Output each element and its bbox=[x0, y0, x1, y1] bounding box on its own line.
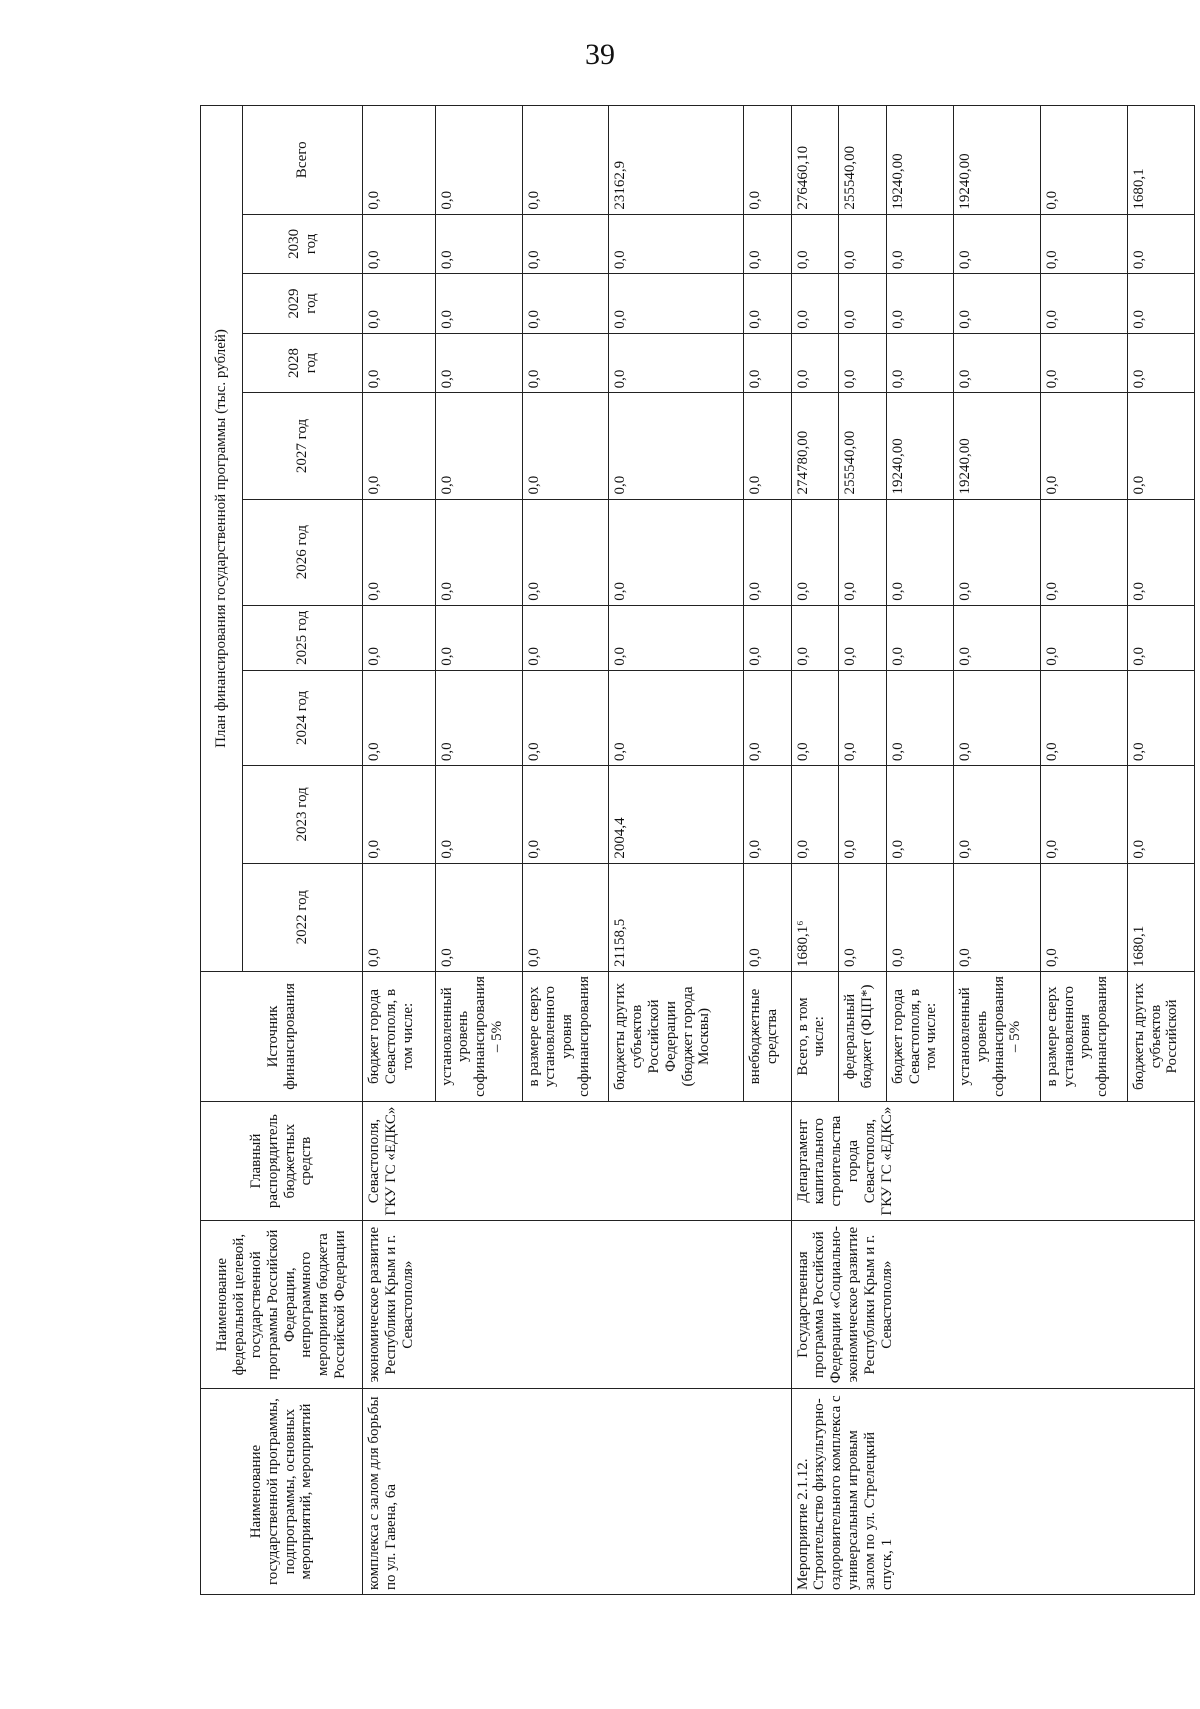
value-cell: 0,0 bbox=[953, 214, 1040, 274]
federal-program-cell: Государственная программа Российской Федерации «Социально-экономическое развитие Республики Крым и г. Севастополя» bbox=[791, 1221, 1194, 1389]
header-year: 2024 год bbox=[243, 670, 363, 765]
total-cell: 255540,00 bbox=[839, 106, 887, 215]
funding-source-cell: бюджет города Севастополя, в том числе: bbox=[886, 971, 953, 1101]
value-cell: 0,0 bbox=[363, 670, 436, 765]
value-cell: 0,0 bbox=[839, 214, 887, 274]
value-cell: 0,0 bbox=[1040, 274, 1127, 334]
value-cell: 0,0 bbox=[435, 333, 522, 393]
header-year: 2023 год bbox=[243, 766, 363, 864]
value-cell: 0,0 bbox=[839, 670, 887, 765]
value-cell: 0,0 bbox=[744, 766, 792, 864]
value-cell: 0,0 bbox=[839, 499, 887, 605]
funding-source-cell: бюджеты других субъектов Российской Федерации (бюджет города Москвы) bbox=[609, 971, 744, 1101]
value-cell: 2004,4 bbox=[609, 766, 744, 864]
total-cell: 1680,1 bbox=[1127, 106, 1194, 215]
value-cell: 0,0 bbox=[1127, 499, 1194, 605]
total-cell: 0,0 bbox=[1040, 106, 1127, 215]
value-cell: 0,0 bbox=[886, 499, 953, 605]
funding-source-cell: в размере сверх установленного уровня софинансирования bbox=[522, 971, 609, 1101]
value-cell: 0,0 bbox=[953, 766, 1040, 864]
value-cell: 0,0 bbox=[609, 333, 744, 393]
total-cell: 0,0 bbox=[435, 106, 522, 215]
value-cell: 0,0 bbox=[1040, 333, 1127, 393]
budget-manager-cell: Департамент капитального строительства города Севастополя, ГКУ ГС «ЕДКС» bbox=[791, 1101, 1194, 1220]
value-cell: 0,0 bbox=[886, 214, 953, 274]
value-cell: 0,0 bbox=[522, 670, 609, 765]
value-cell: 0,0 bbox=[522, 605, 609, 670]
funding-source-cell: Всего, в том числе: bbox=[791, 971, 839, 1101]
value-cell: 0,0 bbox=[609, 393, 744, 499]
value-cell: 0,0 bbox=[609, 605, 744, 670]
funding-source-cell: в размере сверх установленного уровня софинансирования bbox=[1040, 971, 1127, 1101]
value-cell: 0,0 bbox=[609, 670, 744, 765]
value-cell: 0,0 bbox=[744, 393, 792, 499]
header-year: 2027 год bbox=[243, 393, 363, 499]
header-program-name: Наименование государственной программы, подпрограммы, основных мероприятий, мероприятий bbox=[201, 1389, 363, 1595]
value-cell: 0,0 bbox=[435, 766, 522, 864]
value-cell: 0,0 bbox=[609, 499, 744, 605]
value-cell: 0,0 bbox=[839, 863, 887, 971]
value-cell: 0,0 bbox=[839, 605, 887, 670]
value-cell: 0,0 bbox=[744, 333, 792, 393]
total-cell: 0,0 bbox=[744, 106, 792, 215]
value-cell: 0,0 bbox=[744, 214, 792, 274]
value-cell: 0,0 bbox=[886, 863, 953, 971]
header-budget-manager: Главный распорядитель бюджетных средств bbox=[201, 1101, 363, 1220]
value-cell: 0,0 bbox=[791, 766, 839, 864]
value-cell: 0,0 bbox=[886, 670, 953, 765]
value-cell: 255540,00 bbox=[839, 393, 887, 499]
total-cell: 0,0 bbox=[522, 106, 609, 215]
program-name-cell: Мероприятие 2.1.12. Строительство физкультурно-оздоровительного комплекса с универсальным игровым залом по ул. Стрелецкий спуск, 1 bbox=[791, 1389, 1194, 1595]
total-cell: 0,0 bbox=[363, 106, 436, 215]
value-cell: 1680,1 bbox=[1127, 863, 1194, 971]
value-cell: 0,0 bbox=[1040, 393, 1127, 499]
funding-source-cell: внебюджетные средства bbox=[744, 971, 792, 1101]
value-cell: 0,0 bbox=[886, 274, 953, 334]
total-cell: 19240,00 bbox=[886, 106, 953, 215]
value-cell: 0,0 bbox=[744, 863, 792, 971]
value-cell: 274780,00 bbox=[791, 393, 839, 499]
header-total: Всего bbox=[243, 106, 363, 215]
value-cell: 0,0 bbox=[522, 863, 609, 971]
value-cell: 0,0 bbox=[839, 274, 887, 334]
value-cell: 0,0 bbox=[1127, 393, 1194, 499]
value-cell: 0,0 bbox=[522, 766, 609, 864]
value-cell: 0,0 bbox=[744, 499, 792, 605]
header-plan-title: План финансирования государственной программы (тыс. рублей) bbox=[201, 106, 243, 972]
value-cell: 0,0 bbox=[609, 214, 744, 274]
value-cell: 19240,00 bbox=[953, 393, 1040, 499]
value-cell: 0,0 bbox=[609, 274, 744, 334]
budget-manager-cell: Севастополя, ГКУ ГС «ЕДКС» bbox=[363, 1101, 792, 1220]
funding-source-cell: бюджеты других субъектов Российской bbox=[1127, 971, 1194, 1101]
federal-program-cell: экономическое развитие Республики Крым и г. Севастополя» bbox=[363, 1221, 792, 1389]
value-cell: 0,0 bbox=[363, 605, 436, 670]
value-cell: 0,0 bbox=[522, 499, 609, 605]
total-cell: 23162,9 bbox=[609, 106, 744, 215]
value-cell: 0,0 bbox=[791, 333, 839, 393]
value-cell: 0,0 bbox=[435, 670, 522, 765]
funding-source-cell: бюджет города Севастополя, в том числе: bbox=[363, 971, 436, 1101]
value-cell: 0,0 bbox=[1127, 766, 1194, 864]
value-cell: 0,0 bbox=[839, 766, 887, 864]
value-cell: 0,0 bbox=[1127, 274, 1194, 334]
value-cell: 0,0 bbox=[1127, 214, 1194, 274]
value-cell: 0,0 bbox=[1040, 863, 1127, 971]
header-year: 2026 год bbox=[243, 499, 363, 605]
value-cell: 0,0 bbox=[886, 766, 953, 864]
value-cell: 0,0 bbox=[435, 605, 522, 670]
value-cell: 0,0 bbox=[744, 670, 792, 765]
value-cell: 0,0 bbox=[363, 766, 436, 864]
value-cell: 21158,5 bbox=[609, 863, 744, 971]
value-cell: 0,0 bbox=[363, 393, 436, 499]
program-name-cell: комплекса с залом для борьбы по ул. Гавена, 6а bbox=[363, 1389, 792, 1595]
value-cell: 0,0 bbox=[886, 333, 953, 393]
value-cell: 0,0 bbox=[953, 605, 1040, 670]
header-funding-source: Источник финансирования bbox=[201, 971, 363, 1101]
value-cell: 0,0 bbox=[1127, 605, 1194, 670]
value-cell: 0,0 bbox=[953, 274, 1040, 334]
value-cell: 0,0 bbox=[1127, 333, 1194, 393]
value-cell: 0,0 bbox=[791, 274, 839, 334]
value-cell: 0,0 bbox=[744, 605, 792, 670]
value-cell: 0,0 bbox=[886, 605, 953, 670]
value-cell: 0,0 bbox=[363, 333, 436, 393]
header-year: 2022 год bbox=[243, 863, 363, 971]
value-cell: 0,0 bbox=[791, 499, 839, 605]
total-cell: 19240,00 bbox=[953, 106, 1040, 215]
table-row bbox=[791, 106, 839, 1595]
value-cell: 0,0 bbox=[435, 863, 522, 971]
value-cell: 0,0 bbox=[1040, 214, 1127, 274]
page-number: 39 bbox=[585, 38, 615, 71]
value-cell: 0,0 bbox=[522, 393, 609, 499]
value-cell: 0,0 bbox=[435, 274, 522, 334]
value-cell: 0,0 bbox=[839, 333, 887, 393]
funding-source-cell: установленный уровень софинансирования – 5% bbox=[435, 971, 522, 1101]
value-cell: 1680,1⁶ bbox=[791, 863, 839, 971]
value-cell: 0,0 bbox=[1040, 670, 1127, 765]
value-cell: 19240,00 bbox=[886, 393, 953, 499]
value-cell: 0,0 bbox=[522, 333, 609, 393]
value-cell: 0,0 bbox=[953, 333, 1040, 393]
value-cell: 0,0 bbox=[522, 214, 609, 274]
value-cell: 0,0 bbox=[1040, 605, 1127, 670]
value-cell: 0,0 bbox=[1127, 670, 1194, 765]
table-row bbox=[363, 106, 436, 1595]
value-cell: 0,0 bbox=[791, 670, 839, 765]
value-cell: 0,0 bbox=[1040, 499, 1127, 605]
value-cell: 0,0 bbox=[363, 274, 436, 334]
value-cell: 0,0 bbox=[363, 863, 436, 971]
value-cell: 0,0 bbox=[953, 670, 1040, 765]
funding-source-cell: установленный уровень софинансирования – 5% bbox=[953, 971, 1040, 1101]
value-cell: 0,0 bbox=[435, 393, 522, 499]
value-cell: 0,0 bbox=[791, 214, 839, 274]
funding-source-cell: федеральный бюджет (ФЦП*) bbox=[839, 971, 887, 1101]
header-year: 2028 год bbox=[243, 333, 363, 393]
rotated-table-wrapper bbox=[200, 105, 1195, 1595]
header-year: 2030 год bbox=[243, 214, 363, 274]
value-cell: 0,0 bbox=[435, 214, 522, 274]
total-cell: 276460,10 bbox=[791, 106, 839, 215]
value-cell: 0,0 bbox=[363, 499, 436, 605]
header-federal-program: Наименование федеральной целевой, государственной программы Российской Федерации, непрограммного мероприятия бюджета Российской Федерации bbox=[201, 1221, 363, 1389]
financing-table bbox=[200, 105, 1195, 1595]
value-cell: 0,0 bbox=[744, 274, 792, 334]
value-cell: 0,0 bbox=[791, 605, 839, 670]
value-cell: 0,0 bbox=[363, 214, 436, 274]
header-year: 2029 год bbox=[243, 274, 363, 334]
value-cell: 0,0 bbox=[953, 863, 1040, 971]
header-year: 2025 год bbox=[243, 605, 363, 670]
value-cell: 0,0 bbox=[522, 274, 609, 334]
value-cell: 0,0 bbox=[435, 499, 522, 605]
value-cell: 0,0 bbox=[953, 499, 1040, 605]
value-cell: 0,0 bbox=[1040, 766, 1127, 864]
